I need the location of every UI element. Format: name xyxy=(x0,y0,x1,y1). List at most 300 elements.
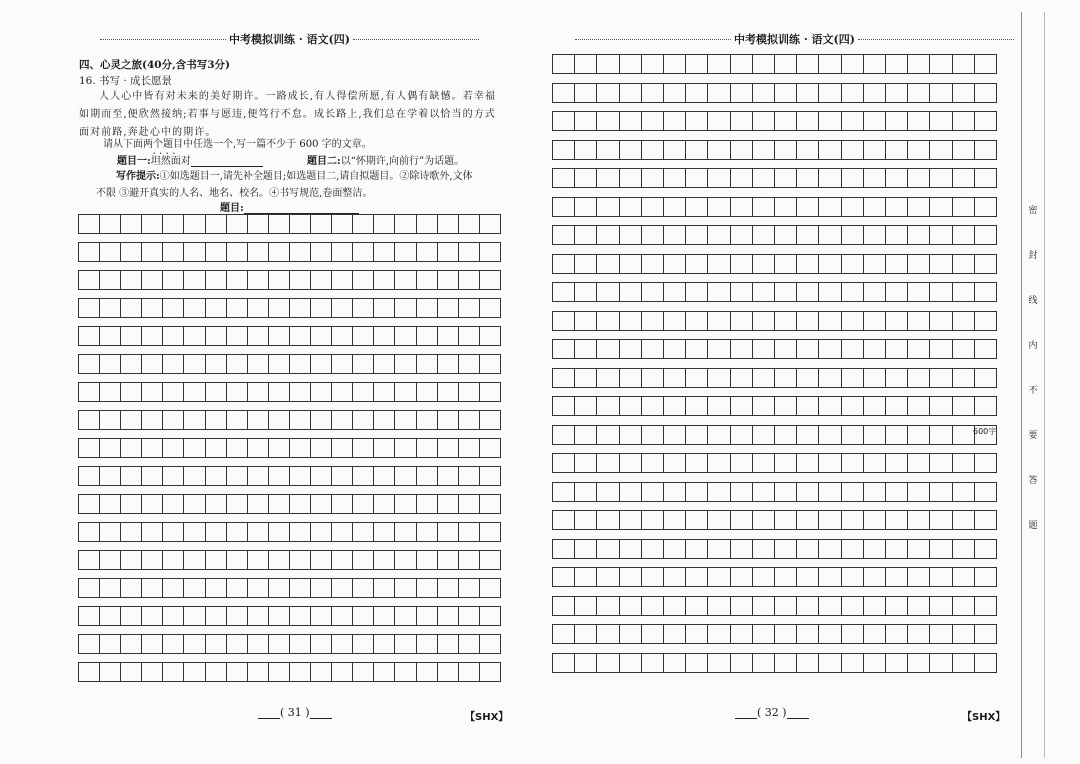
answer-grid-cell[interactable] xyxy=(664,226,686,244)
answer-grid-cell[interactable] xyxy=(163,495,184,513)
answer-grid-cell[interactable] xyxy=(311,579,332,597)
answer-grid-cell[interactable] xyxy=(121,215,142,233)
answer-grid-cell[interactable] xyxy=(184,383,205,401)
answer-grid-cell[interactable] xyxy=(438,355,459,373)
answer-grid-cell[interactable] xyxy=(886,568,908,586)
answer-grid-cell[interactable] xyxy=(864,169,886,187)
answer-grid-cell[interactable] xyxy=(686,597,708,615)
answer-grid-cell[interactable] xyxy=(269,355,290,373)
answer-grid-cell[interactable] xyxy=(480,243,500,261)
answer-grid-cell[interactable] xyxy=(121,439,142,457)
answer-grid-cell[interactable] xyxy=(842,340,864,358)
answer-grid-cell[interactable] xyxy=(930,483,952,501)
answer-grid-cell[interactable] xyxy=(332,551,353,569)
answer-grid-cell[interactable] xyxy=(184,271,205,289)
answer-grid-cell[interactable] xyxy=(290,383,311,401)
answer-grid-cell[interactable] xyxy=(269,411,290,429)
answer-grid-cell[interactable] xyxy=(686,112,708,130)
answer-grid-cell[interactable] xyxy=(930,283,952,301)
answer-grid-cell[interactable] xyxy=(417,607,438,625)
answer-grid-cell[interactable] xyxy=(975,625,996,643)
answer-grid-cell[interactable] xyxy=(79,383,100,401)
answer-grid-cell[interactable] xyxy=(753,625,775,643)
answer-grid-cell[interactable] xyxy=(227,551,248,569)
answer-grid-cell[interactable] xyxy=(664,597,686,615)
answer-grid-cell[interactable] xyxy=(100,243,121,261)
answer-grid-cell[interactable] xyxy=(930,55,952,73)
answer-grid-cell[interactable] xyxy=(908,255,930,273)
answer-grid-cell[interactable] xyxy=(269,467,290,485)
answer-grid-cell[interactable] xyxy=(819,540,841,558)
answer-grid-cell[interactable] xyxy=(886,226,908,244)
answer-grid-cell[interactable] xyxy=(438,299,459,317)
answer-grid-cell[interactable] xyxy=(438,215,459,233)
answer-grid-cell[interactable] xyxy=(664,426,686,444)
answer-grid-cell[interactable] xyxy=(708,312,730,330)
answer-grid-cell[interactable] xyxy=(332,243,353,261)
answer-grid-cell[interactable] xyxy=(842,540,864,558)
answer-grid-cell[interactable] xyxy=(975,255,996,273)
answer-grid-cell[interactable] xyxy=(353,495,374,513)
answer-grid-cell[interactable] xyxy=(686,426,708,444)
answer-grid-cell[interactable] xyxy=(142,495,163,513)
answer-grid-cell[interactable] xyxy=(797,454,819,472)
answer-grid-cell[interactable] xyxy=(775,84,797,102)
answer-grid-cell[interactable] xyxy=(142,215,163,233)
answer-grid-cell[interactable] xyxy=(374,439,395,457)
answer-grid-cell[interactable] xyxy=(864,283,886,301)
answer-grid-cell[interactable] xyxy=(417,411,438,429)
answer-grid-cell[interactable] xyxy=(417,299,438,317)
answer-grid-cell[interactable] xyxy=(953,597,975,615)
answer-grid-cell[interactable] xyxy=(775,169,797,187)
answer-grid-cell[interactable] xyxy=(930,597,952,615)
answer-grid-cell[interactable] xyxy=(121,579,142,597)
answer-grid-cell[interactable] xyxy=(353,635,374,653)
answer-grid-cell[interactable] xyxy=(864,312,886,330)
answer-grid-cell[interactable] xyxy=(417,243,438,261)
answer-grid-cell[interactable] xyxy=(121,327,142,345)
answer-grid-cell[interactable] xyxy=(417,355,438,373)
answer-grid-cell[interactable] xyxy=(459,551,480,569)
answer-grid-cell[interactable] xyxy=(480,299,500,317)
answer-grid-cell[interactable] xyxy=(163,327,184,345)
answer-grid-cell[interactable] xyxy=(842,454,864,472)
answer-grid-cell[interactable] xyxy=(290,355,311,373)
answer-grid-cell[interactable] xyxy=(775,112,797,130)
answer-grid-cell[interactable] xyxy=(553,55,575,73)
answer-grid-cell[interactable] xyxy=(775,511,797,529)
answer-grid-cell[interactable] xyxy=(290,635,311,653)
answer-grid-cell[interactable] xyxy=(686,312,708,330)
answer-grid-cell[interactable] xyxy=(184,411,205,429)
answer-grid-cell[interactable] xyxy=(311,523,332,541)
answer-grid-cell[interactable] xyxy=(886,55,908,73)
answer-grid-cell[interactable] xyxy=(553,597,575,615)
answer-grid-cell[interactable] xyxy=(459,495,480,513)
answer-grid-cell[interactable] xyxy=(975,511,996,529)
answer-grid-cell[interactable] xyxy=(664,169,686,187)
answer-grid-cell[interactable] xyxy=(975,312,996,330)
answer-grid-cell[interactable] xyxy=(620,255,642,273)
answer-grid-cell[interactable] xyxy=(79,635,100,653)
answer-grid-cell[interactable] xyxy=(842,112,864,130)
answer-grid-cell[interactable] xyxy=(775,340,797,358)
answer-grid-cell[interactable] xyxy=(930,226,952,244)
answer-grid-cell[interactable] xyxy=(686,198,708,216)
answer-grid-cell[interactable] xyxy=(664,625,686,643)
answer-grid-cell[interactable] xyxy=(311,467,332,485)
answer-grid-cell[interactable] xyxy=(121,383,142,401)
answer-grid-cell[interactable] xyxy=(819,597,841,615)
answer-grid-cell[interactable] xyxy=(620,568,642,586)
answer-grid-cell[interactable] xyxy=(953,654,975,672)
answer-grid-cell[interactable] xyxy=(438,271,459,289)
answer-grid-cell[interactable] xyxy=(374,495,395,513)
answer-grid-cell[interactable] xyxy=(975,654,996,672)
answer-grid-cell[interactable] xyxy=(374,579,395,597)
answer-grid-cell[interactable] xyxy=(100,383,121,401)
answer-grid-cell[interactable] xyxy=(753,369,775,387)
answer-grid-cell[interactable] xyxy=(332,523,353,541)
answer-grid-cell[interactable] xyxy=(227,383,248,401)
answer-grid-cell[interactable] xyxy=(620,112,642,130)
answer-grid-cell[interactable] xyxy=(797,369,819,387)
answer-grid-cell[interactable] xyxy=(553,454,575,472)
answer-grid-cell[interactable] xyxy=(480,579,500,597)
answer-grid-cell[interactable] xyxy=(953,568,975,586)
answer-grid-cell[interactable] xyxy=(819,397,841,415)
answer-grid-cell[interactable] xyxy=(142,523,163,541)
answer-grid-cell[interactable] xyxy=(575,454,597,472)
answer-grid-cell[interactable] xyxy=(227,579,248,597)
answer-grid-cell[interactable] xyxy=(908,198,930,216)
answer-grid-cell[interactable] xyxy=(248,635,269,653)
answer-grid-cell[interactable] xyxy=(395,271,416,289)
answer-grid-cell[interactable] xyxy=(417,215,438,233)
answer-grid-cell[interactable] xyxy=(864,198,886,216)
answer-grid-cell[interactable] xyxy=(731,312,753,330)
answer-grid-cell[interactable] xyxy=(100,523,121,541)
answer-grid-cell[interactable] xyxy=(731,568,753,586)
answer-grid-cell[interactable] xyxy=(459,299,480,317)
answer-grid-cell[interactable] xyxy=(664,511,686,529)
answer-grid-cell[interactable] xyxy=(753,540,775,558)
answer-grid-cell[interactable] xyxy=(642,198,664,216)
answer-grid-cell[interactable] xyxy=(642,312,664,330)
answer-grid-cell[interactable] xyxy=(79,663,100,681)
answer-grid-cell[interactable] xyxy=(975,84,996,102)
answer-grid-cell[interactable] xyxy=(374,467,395,485)
answer-grid-cell[interactable] xyxy=(553,255,575,273)
answer-grid-cell[interactable] xyxy=(248,467,269,485)
answer-grid-cell[interactable] xyxy=(642,511,664,529)
answer-grid-cell[interactable] xyxy=(664,141,686,159)
answer-grid-cell[interactable] xyxy=(142,663,163,681)
answer-grid-cell[interactable] xyxy=(886,625,908,643)
answer-grid-cell[interactable] xyxy=(708,84,730,102)
answer-grid-cell[interactable] xyxy=(459,439,480,457)
answer-grid-cell[interactable] xyxy=(269,271,290,289)
answer-grid-cell[interactable] xyxy=(930,255,952,273)
answer-grid-cell[interactable] xyxy=(775,369,797,387)
answer-grid-cell[interactable] xyxy=(480,439,500,457)
answer-grid-cell[interactable] xyxy=(459,243,480,261)
answer-grid-cell[interactable] xyxy=(864,625,886,643)
answer-grid-cell[interactable] xyxy=(908,426,930,444)
answer-grid-cell[interactable] xyxy=(575,369,597,387)
answer-grid-cell[interactable] xyxy=(227,215,248,233)
answer-grid-cell[interactable] xyxy=(930,340,952,358)
answer-grid-cell[interactable] xyxy=(575,112,597,130)
answer-grid-cell[interactable] xyxy=(864,141,886,159)
answer-grid-cell[interactable] xyxy=(480,355,500,373)
answer-grid-cell[interactable] xyxy=(753,454,775,472)
answer-grid-cell[interactable] xyxy=(353,439,374,457)
answer-grid-cell[interactable] xyxy=(269,383,290,401)
answer-grid-cell[interactable] xyxy=(731,426,753,444)
answer-grid-cell[interactable] xyxy=(79,215,100,233)
answer-grid-cell[interactable] xyxy=(184,635,205,653)
answer-grid-cell[interactable] xyxy=(206,327,227,345)
answer-grid-cell[interactable] xyxy=(597,483,619,501)
answer-grid-cell[interactable] xyxy=(227,607,248,625)
answer-grid-cell[interactable] xyxy=(374,607,395,625)
answer-grid-cell[interactable] xyxy=(842,312,864,330)
answer-grid-cell[interactable] xyxy=(311,327,332,345)
answer-grid-cell[interactable] xyxy=(248,607,269,625)
answer-grid-cell[interactable] xyxy=(100,635,121,653)
answer-grid-cell[interactable] xyxy=(353,579,374,597)
answer-grid-cell[interactable] xyxy=(575,511,597,529)
answer-grid-cell[interactable] xyxy=(864,226,886,244)
answer-grid-cell[interactable] xyxy=(597,198,619,216)
answer-grid-cell[interactable] xyxy=(731,84,753,102)
answer-grid-cell[interactable] xyxy=(269,215,290,233)
answer-grid-cell[interactable] xyxy=(248,579,269,597)
answer-grid-cell[interactable] xyxy=(311,355,332,373)
answer-grid-cell[interactable] xyxy=(664,312,686,330)
answer-grid-cell[interactable] xyxy=(708,511,730,529)
answer-grid-cell[interactable] xyxy=(227,439,248,457)
answer-grid-cell[interactable] xyxy=(332,327,353,345)
answer-grid-cell[interactable] xyxy=(975,397,996,415)
answer-grid-cell[interactable] xyxy=(163,411,184,429)
answer-grid-cell[interactable] xyxy=(100,495,121,513)
answer-grid-cell[interactable] xyxy=(797,283,819,301)
answer-grid-cell[interactable] xyxy=(438,663,459,681)
answer-grid-cell[interactable] xyxy=(775,141,797,159)
answer-grid-cell[interactable] xyxy=(686,483,708,501)
answer-grid-cell[interactable] xyxy=(248,523,269,541)
answer-grid-cell[interactable] xyxy=(753,397,775,415)
answer-grid-cell[interactable] xyxy=(290,495,311,513)
answer-grid-cell[interactable] xyxy=(100,411,121,429)
answer-grid-cell[interactable] xyxy=(374,663,395,681)
answer-grid-cell[interactable] xyxy=(575,597,597,615)
answer-grid-cell[interactable] xyxy=(731,141,753,159)
answer-grid-cell[interactable] xyxy=(575,426,597,444)
answer-grid-cell[interactable] xyxy=(290,299,311,317)
answer-grid-cell[interactable] xyxy=(395,607,416,625)
answer-grid-cell[interactable] xyxy=(395,411,416,429)
answer-grid-cell[interactable] xyxy=(121,355,142,373)
answer-grid-cell[interactable] xyxy=(100,551,121,569)
answer-grid-cell[interactable] xyxy=(819,340,841,358)
answer-grid-cell[interactable] xyxy=(642,454,664,472)
answer-grid-cell[interactable] xyxy=(930,511,952,529)
answer-grid-cell[interactable] xyxy=(642,112,664,130)
answer-grid-cell[interactable] xyxy=(100,439,121,457)
answer-grid-cell[interactable] xyxy=(121,299,142,317)
answer-grid-cell[interactable] xyxy=(975,169,996,187)
answer-grid-cell[interactable] xyxy=(332,495,353,513)
answer-grid-cell[interactable] xyxy=(775,483,797,501)
answer-grid-cell[interactable] xyxy=(953,198,975,216)
answer-grid-cell[interactable] xyxy=(797,397,819,415)
answer-grid-cell[interactable] xyxy=(332,299,353,317)
answer-grid-cell[interactable] xyxy=(775,312,797,330)
answer-grid-cell[interactable] xyxy=(438,467,459,485)
answer-grid-cell[interactable] xyxy=(438,635,459,653)
answer-grid-cell[interactable] xyxy=(930,141,952,159)
answer-grid-cell[interactable] xyxy=(227,411,248,429)
answer-grid-cell[interactable] xyxy=(353,327,374,345)
answer-grid-cell[interactable] xyxy=(708,169,730,187)
answer-grid-cell[interactable] xyxy=(975,198,996,216)
answer-grid-cell[interactable] xyxy=(121,467,142,485)
answer-grid-cell[interactable] xyxy=(930,568,952,586)
answer-grid-cell[interactable] xyxy=(930,654,952,672)
answer-grid-cell[interactable] xyxy=(227,663,248,681)
answer-grid-cell[interactable] xyxy=(597,625,619,643)
answer-grid-cell[interactable] xyxy=(819,454,841,472)
answer-grid-cell[interactable] xyxy=(353,299,374,317)
answer-grid-cell[interactable] xyxy=(417,467,438,485)
answer-grid-cell[interactable] xyxy=(864,483,886,501)
answer-grid-cell[interactable] xyxy=(121,271,142,289)
answer-grid-cell[interactable] xyxy=(248,355,269,373)
answer-grid-cell[interactable] xyxy=(79,579,100,597)
answer-grid-cell[interactable] xyxy=(708,226,730,244)
answer-grid-cell[interactable] xyxy=(163,243,184,261)
answer-grid-cell[interactable] xyxy=(686,226,708,244)
answer-grid-cell[interactable] xyxy=(290,243,311,261)
answer-grid-cell[interactable] xyxy=(930,84,952,102)
answer-grid-cell[interactable] xyxy=(642,426,664,444)
answer-grid-cell[interactable] xyxy=(163,355,184,373)
answer-grid-cell[interactable] xyxy=(819,625,841,643)
answer-grid-cell[interactable] xyxy=(121,635,142,653)
answer-grid-cell[interactable] xyxy=(227,355,248,373)
answer-grid-cell[interactable] xyxy=(480,411,500,429)
answer-grid-cell[interactable] xyxy=(206,551,227,569)
answer-grid-cell[interactable] xyxy=(819,55,841,73)
answer-grid-cell[interactable] xyxy=(731,654,753,672)
answer-grid-cell[interactable] xyxy=(642,169,664,187)
answer-grid-cell[interactable] xyxy=(620,397,642,415)
answer-grid-cell[interactable] xyxy=(864,597,886,615)
answer-grid-cell[interactable] xyxy=(248,383,269,401)
answer-grid-cell[interactable] xyxy=(142,355,163,373)
answer-grid-cell[interactable] xyxy=(886,340,908,358)
answer-grid-cell[interactable] xyxy=(100,579,121,597)
answer-grid-cell[interactable] xyxy=(184,215,205,233)
answer-grid-cell[interactable] xyxy=(597,255,619,273)
answer-grid-cell[interactable] xyxy=(553,84,575,102)
answer-grid-cell[interactable] xyxy=(731,283,753,301)
answer-grid-cell[interactable] xyxy=(353,663,374,681)
answer-grid-cell[interactable] xyxy=(686,340,708,358)
answer-grid-cell[interactable] xyxy=(269,523,290,541)
answer-grid-cell[interactable] xyxy=(864,426,886,444)
answer-grid-cell[interactable] xyxy=(79,523,100,541)
answer-grid-cell[interactable] xyxy=(686,84,708,102)
answer-grid-cell[interactable] xyxy=(775,568,797,586)
answer-grid-cell[interactable] xyxy=(753,312,775,330)
answer-grid-cell[interactable] xyxy=(908,112,930,130)
essay-title-blank[interactable] xyxy=(244,202,359,214)
answer-grid-cell[interactable] xyxy=(184,327,205,345)
answer-grid-cell[interactable] xyxy=(797,511,819,529)
answer-grid-cell[interactable] xyxy=(664,397,686,415)
answer-grid-cell[interactable] xyxy=(753,340,775,358)
answer-grid-cell[interactable] xyxy=(819,568,841,586)
answer-grid-cell[interactable] xyxy=(480,215,500,233)
answer-grid-cell[interactable] xyxy=(664,112,686,130)
answer-grid-cell[interactable] xyxy=(121,243,142,261)
answer-grid-cell[interactable] xyxy=(886,654,908,672)
answer-grid-cell[interactable] xyxy=(269,495,290,513)
answer-grid-cell[interactable] xyxy=(708,255,730,273)
answer-grid-cell[interactable] xyxy=(642,483,664,501)
answer-grid-cell[interactable] xyxy=(184,355,205,373)
answer-grid-cell[interactable] xyxy=(708,625,730,643)
answer-grid-cell[interactable] xyxy=(664,369,686,387)
answer-grid-cell[interactable] xyxy=(775,454,797,472)
answer-grid-cell[interactable] xyxy=(163,271,184,289)
answer-grid-cell[interactable] xyxy=(597,568,619,586)
answer-grid-cell[interactable] xyxy=(953,226,975,244)
answer-grid-cell[interactable] xyxy=(953,340,975,358)
answer-grid-cell[interactable] xyxy=(79,271,100,289)
answer-grid-cell[interactable] xyxy=(269,551,290,569)
answer-grid-cell[interactable] xyxy=(975,283,996,301)
answer-grid-cell[interactable] xyxy=(395,355,416,373)
answer-grid-cell[interactable] xyxy=(395,523,416,541)
answer-grid-cell[interactable] xyxy=(930,369,952,387)
answer-grid-cell[interactable] xyxy=(206,663,227,681)
answer-grid-cell[interactable] xyxy=(664,568,686,586)
answer-grid-cell[interactable] xyxy=(206,411,227,429)
answer-grid-cell[interactable] xyxy=(908,625,930,643)
answer-grid-cell[interactable] xyxy=(395,663,416,681)
answer-grid-cell[interactable] xyxy=(908,283,930,301)
answer-grid-cell[interactable] xyxy=(686,55,708,73)
answer-grid-cell[interactable] xyxy=(819,112,841,130)
answer-grid-cell[interactable] xyxy=(438,607,459,625)
answer-grid-cell[interactable] xyxy=(620,511,642,529)
answer-grid-cell[interactable] xyxy=(142,551,163,569)
answer-grid-cell[interactable] xyxy=(575,625,597,643)
answer-grid-cell[interactable] xyxy=(332,383,353,401)
answer-grid-cell[interactable] xyxy=(480,467,500,485)
answer-grid-cell[interactable] xyxy=(597,654,619,672)
answer-grid-cell[interactable] xyxy=(206,495,227,513)
answer-grid-cell[interactable] xyxy=(597,141,619,159)
answer-grid-cell[interactable] xyxy=(819,141,841,159)
answer-grid-cell[interactable] xyxy=(953,483,975,501)
